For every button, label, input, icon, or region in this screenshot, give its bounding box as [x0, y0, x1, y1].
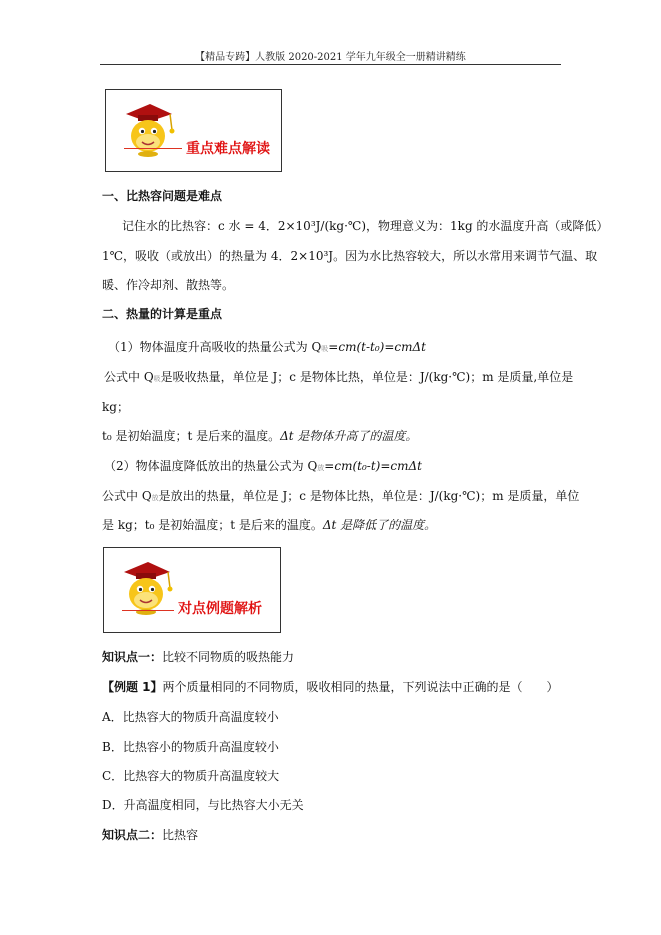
knowledge-point: 知识点一：比较不同物质的吸热能力 [102, 650, 295, 664]
banner-rule [124, 148, 182, 149]
formula-description: 是 kg；t₀ 是初始温度；t 是后来的温度。Δt 是降低了的温度。 [102, 518, 437, 532]
section-heading: 二、热量的计算是重点 [102, 307, 223, 321]
option-c: C．比热容大的物质升高温度较大 [102, 769, 280, 783]
banner-title: 对点例题解析 [178, 601, 262, 617]
mascot-icon [118, 558, 174, 618]
formula-description: 公式中 Q吸是吸收热量，单位是 J；c 是物体比热，单位是：J/(kg·℃)；m 是质量,单位是 [104, 370, 574, 384]
mascot-icon [120, 100, 176, 160]
paragraph-line: 1℃，吸收（或放出）的热量为 4．2×10³J。因为水比热容较大，所以水常用来调节气温、取 [102, 249, 598, 263]
banner-rule [122, 610, 174, 611]
header-divider [100, 64, 561, 65]
banner-title: 重点难点解读 [186, 141, 270, 157]
formula-description: 公式中 Q放是放出的热量，单位是 J；c 是物体比热，单位是：J/(kg·℃)；m 是质量，单位 [102, 489, 580, 503]
paragraph-line: 记住水的比热容：c 水 = 4．2×10³J/(kg·℃)，物理意义为：1kg 的水温度升高（或降低） [122, 219, 609, 233]
option-d: D．升高温度相同，与比热容大小无关 [102, 798, 304, 812]
formula-line: （2）物体温度降低放出的热量公式为 Q放=cm(t₀-t)=cmΔt [104, 459, 422, 473]
formula-line: （1）物体温度升高吸收的热量公式为 Q吸=cm(t-t₀)=cmΔt [108, 340, 426, 354]
banner-key-points [105, 89, 282, 172]
knowledge-point: 知识点二：比热容 [102, 828, 199, 842]
section-heading: 一、比热容问题是难点 [102, 189, 223, 203]
example-question: 【例题 1】两个质量相同的不同物质，吸收相同的热量，下列说法中正确的是（ ） [102, 680, 559, 694]
formula-description: t₀ 是初始温度；t 是后来的温度。Δt 是物体升高了的温度。 [102, 429, 418, 443]
option-a: A．比热容大的物质升高温度较小 [102, 710, 279, 724]
page-header: 【精品专踌】人教版 2020-2021 学年九年级全一册精讲精练 [195, 52, 466, 63]
formula-description: kg； [102, 400, 129, 414]
paragraph-line: 暖、作冷却剂、散热等。 [102, 278, 235, 292]
banner-examples [103, 547, 281, 633]
option-b: B．比热容小的物质升高温度较小 [102, 740, 279, 754]
